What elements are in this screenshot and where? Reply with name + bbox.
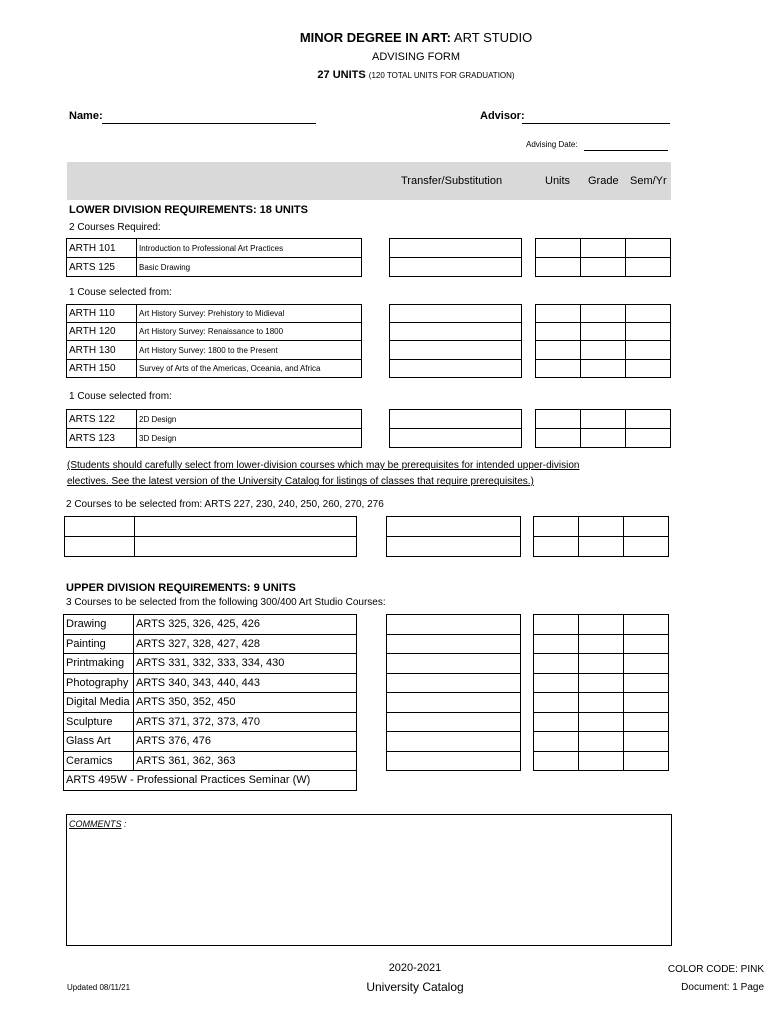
group1-grades[interactable] — [535, 238, 671, 277]
catalog-year: 2020-2021 — [388, 962, 442, 974]
course-title: Basic Drawing — [137, 258, 362, 277]
table-row — [67, 341, 362, 360]
comments-label-text: COMMENTS — [69, 819, 122, 829]
catalog-name: University Catalog — [366, 980, 464, 994]
area-name: Ceramics — [64, 751, 134, 771]
area-name: Photography — [64, 673, 134, 693]
col-units: Units — [545, 175, 571, 187]
course-title: Art History Survey: Renaissance to 1800 — [137, 323, 362, 341]
area-courses: ARTS 376, 476 — [134, 732, 357, 752]
area-name: Sculpture — [64, 712, 134, 732]
col-grade: Grade — [588, 175, 619, 187]
table-row — [64, 615, 357, 635]
title-rest: ART STUDIO — [453, 30, 533, 45]
group4-transfer[interactable] — [386, 516, 521, 557]
table-row — [64, 693, 357, 713]
table-row — [64, 673, 357, 693]
col-semyr: Sem/Yr — [630, 175, 667, 187]
course-title: 2D Design — [137, 410, 362, 429]
table-row — [64, 712, 357, 732]
course-code: ARTS 122 — [67, 410, 137, 429]
group1-label: 2 Courses Required: — [69, 222, 161, 233]
units-bold: 27 UNITS — [317, 69, 366, 81]
course-code: ARTH 150 — [67, 360, 137, 378]
course-title: Introduction to Professional Art Practices — [137, 239, 362, 258]
col-transfer: Transfer/Substitution — [401, 175, 503, 187]
group4-label: 2 Courses to be selected from: ARTS 227, 230, 240, 250, 260, 270, 276 — [66, 499, 384, 510]
table-row — [67, 429, 362, 448]
course-code: ARTH 110 — [67, 305, 137, 323]
form-subtitle: ADVISING FORM — [371, 51, 460, 63]
group3-transfer[interactable] — [389, 409, 522, 448]
advisor-field[interactable] — [522, 123, 670, 124]
area-name: Drawing — [64, 615, 134, 635]
table-row — [67, 360, 362, 378]
area-name: Painting — [64, 634, 134, 654]
comments-box[interactable] — [66, 814, 672, 946]
group2-label: 1 Couse selected from: — [69, 287, 172, 298]
units-line — [0, 69, 770, 81]
upper-division-heading: UPPER DIVISION REQUIREMENTS: 9 UNITS — [66, 582, 296, 594]
upper-division-sub: 3 Courses to be selected from the following 300/400 Art Studio Courses: — [66, 597, 386, 608]
course-title: Survey of Arts of the Americas, Oceania, and Africa — [137, 360, 362, 378]
course-code: ARTH 120 — [67, 323, 137, 341]
column-header-bar — [67, 162, 671, 200]
course-code: ARTS 125 — [67, 258, 137, 277]
area-courses: ARTS 350, 352, 450 — [134, 693, 357, 713]
advising-date-field[interactable] — [584, 150, 668, 151]
name-field[interactable] — [102, 123, 316, 124]
updated-date: Updated 08/11/21 — [67, 983, 131, 992]
upper-table — [63, 614, 357, 791]
table-row — [67, 239, 362, 258]
course-title: Art History Survey: Prehistory to Midieval — [137, 305, 362, 323]
area-courses: ARTS 325, 326, 425, 426 — [134, 615, 357, 635]
prereq-note-line1: (Students should carefully select from lower-division courses which may be prerequisites for intended upper-division — [67, 460, 580, 471]
color-code: COLOR CODE: PINK — [667, 964, 764, 975]
name-label: Name: — [69, 110, 103, 122]
course-code: ARTH 130 — [67, 341, 137, 360]
course-code: ARTS 123 — [67, 429, 137, 448]
area-courses: ARTS 331, 332, 333, 334, 430 — [134, 654, 357, 674]
area-courses: ARTS 371, 372, 373, 470 — [134, 712, 357, 732]
units-note: (120 TOTAL UNITS FOR GRADUATION) — [368, 71, 515, 80]
advising-date-label: Advising Date: — [526, 140, 578, 149]
group2-transfer[interactable] — [389, 304, 522, 378]
table-row — [65, 537, 357, 557]
lower-division-heading: LOWER DIVISION REQUIREMENTS: 18 UNITS — [69, 204, 308, 216]
group4-grades[interactable] — [533, 516, 669, 557]
area-courses: ARTS 327, 328, 427, 428 — [134, 634, 357, 654]
course-title: Art History Survey: 1800 to the Present — [137, 341, 362, 360]
area-name: Digital Media — [64, 693, 134, 713]
table-row — [65, 517, 357, 537]
area-name: Printmaking — [64, 654, 134, 674]
upper-transfer[interactable] — [386, 614, 521, 771]
group2-grades[interactable] — [535, 304, 671, 378]
upper-grades[interactable] — [533, 614, 669, 771]
advisor-label: Advisor: — [480, 110, 525, 122]
table-row — [64, 771, 357, 791]
group2-table — [66, 304, 362, 378]
title-bold: MINOR DEGREE IN ART: — [299, 30, 452, 45]
course-title: 3D Design — [137, 429, 362, 448]
table-row — [67, 323, 362, 341]
area-courses: ARTS 361, 362, 363 — [134, 751, 357, 771]
table-row — [67, 258, 362, 277]
document-pages: Document: 1 Page — [681, 982, 764, 993]
form-title — [0, 30, 770, 45]
comments-colon: : — [121, 819, 127, 829]
table-row — [64, 732, 357, 752]
course-code: ARTH 101 — [67, 239, 137, 258]
prereq-note-line2: electives. See the latest version of the University Catalog for listings of classes that require prerequisites.) — [67, 476, 534, 487]
group4-table[interactable] — [64, 516, 357, 557]
group3-grades[interactable] — [535, 409, 671, 448]
table-row — [67, 305, 362, 323]
group3-label: 1 Couse selected from: — [69, 391, 172, 402]
table-row — [64, 634, 357, 654]
comments-label — [69, 819, 127, 829]
group1-table — [66, 238, 362, 277]
group3-table — [66, 409, 362, 448]
area-name: Glass Art — [64, 732, 134, 752]
table-row — [64, 654, 357, 674]
group1-transfer[interactable] — [389, 238, 522, 277]
seminar-course: ARTS 495W - Professional Practices Seminar (W) — [64, 771, 357, 791]
table-row — [64, 751, 357, 771]
area-courses: ARTS 340, 343, 440, 443 — [134, 673, 357, 693]
table-row — [67, 410, 362, 429]
